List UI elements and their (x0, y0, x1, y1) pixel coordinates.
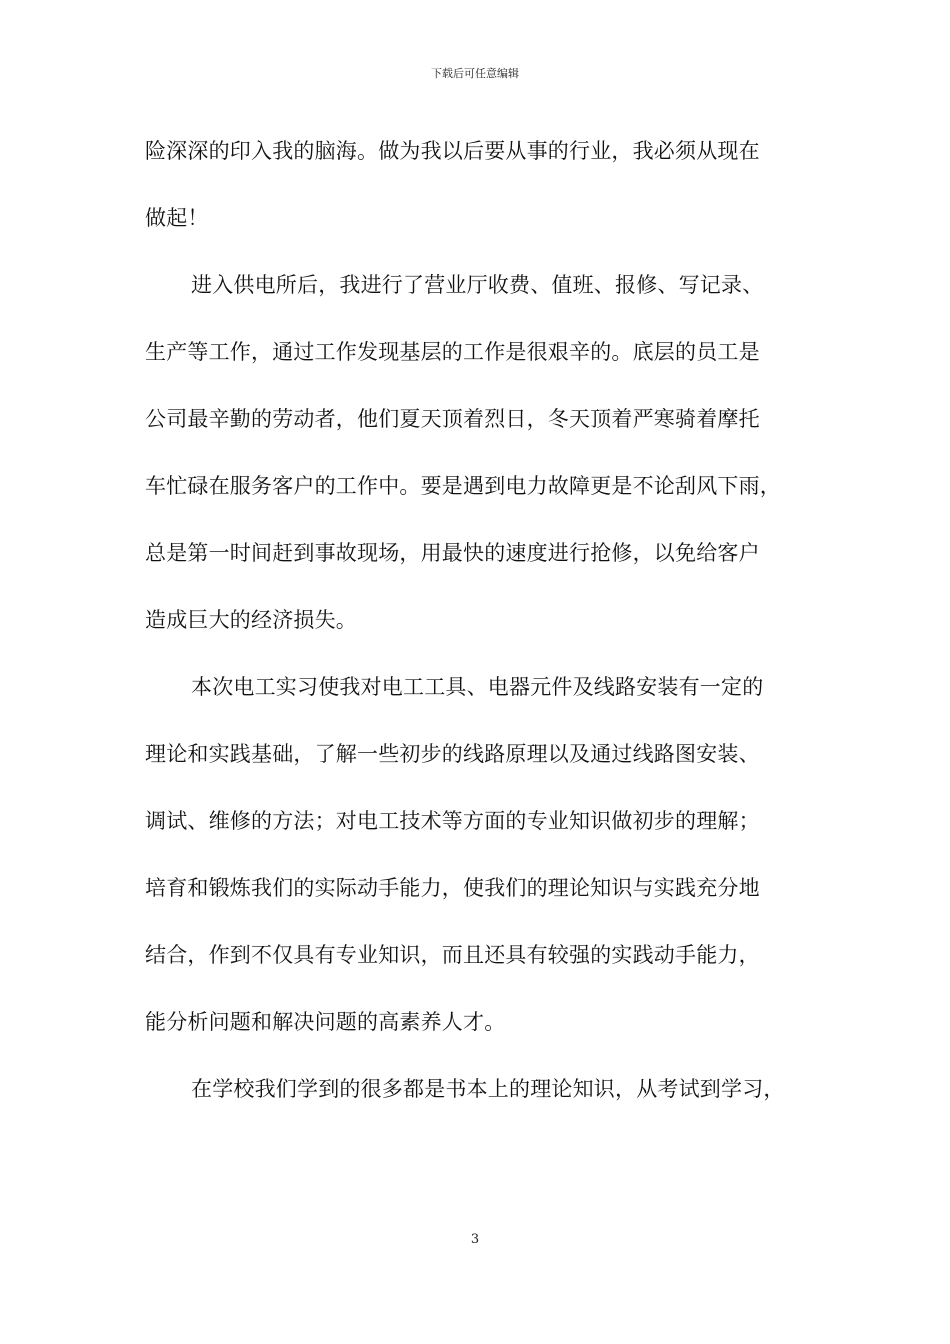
text-line: 调试、维修的方法；对电工技术等方面的专业知识做初步的理解； (145, 809, 760, 833)
text-line: 结合，作到不仅具有专业知识，而且还具有较强的实践动手能力， (145, 943, 760, 967)
text-line: 造成巨大的经济损失。 (145, 608, 357, 632)
text-line: 在学校我们学到的很多都是书本上的理论知识，从考试到学习， (191, 1077, 785, 1101)
text-line: 做起！ (145, 206, 209, 230)
text-line: 总是第一时间赶到事故现场，用最快的速度进行抢修，以免给客户 (145, 541, 760, 565)
text-line: 车忙碌在服务客户的工作中。要是遇到电力故障更是不论刮风下雨， (145, 474, 781, 498)
text-line: 公司最辛勤的劳动者，他们夏天顶着烈日，冬天顶着严寒骑着摩托 (145, 407, 760, 431)
text-line: 本次电工实习使我对电工工具、电器元件及线路安装有一定的 (191, 675, 764, 699)
text-line: 进入供电所后，我进行了营业厅收费、值班、报修、写记录、 (191, 273, 764, 297)
text-line: 理论和实践基础，了解一些初步的线路原理以及通过线路图安装、 (145, 742, 760, 766)
text-line: 险深深的印入我的脑海。做为我以后要从事的行业，我必须从现在 (145, 139, 760, 163)
text-line: 能分析问题和解决问题的高素养人才。 (145, 1010, 506, 1034)
page-number: 3 (470, 1232, 480, 1247)
page-header: 下载后可任意编辑 (431, 67, 519, 80)
document-body (145, 134, 825, 1139)
text-line: 培育和锻炼我们的实际动手能力，使我们的理论知识与实践充分地 (145, 876, 760, 900)
text-line: 生产等工作，通过工作发现基层的工作是很艰辛的。底层的员工是 (145, 340, 760, 364)
